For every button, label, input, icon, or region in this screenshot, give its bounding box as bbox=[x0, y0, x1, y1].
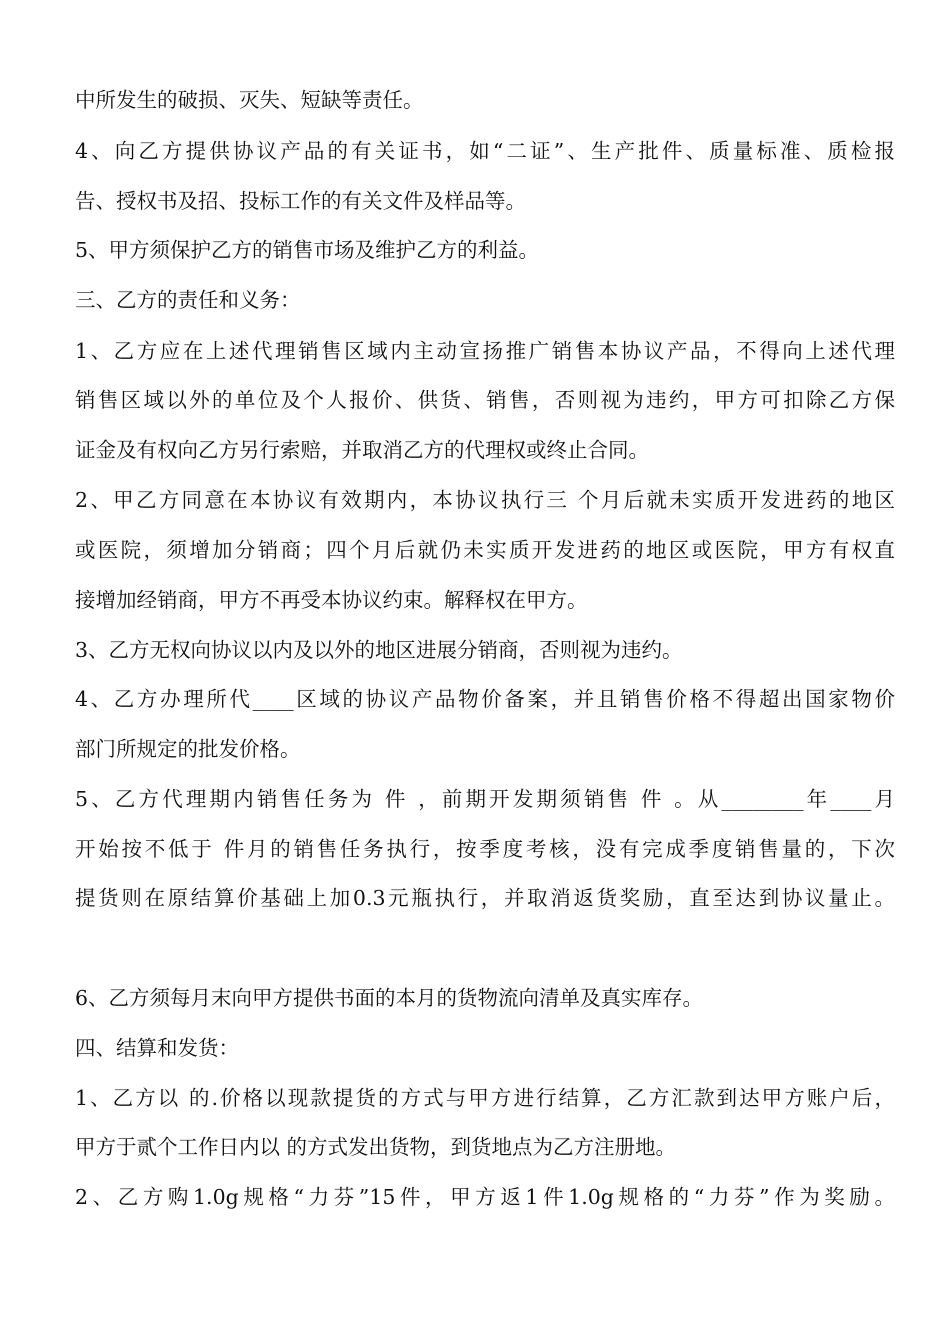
text-line: 开始按不低于 件月的销售任务执行，按季度考核，没有完成季度销售量的，下次 bbox=[75, 837, 895, 861]
text-line: 4、乙方办理所代____区域的协议产品物价备案，并且销售价格不得超出国家物价 bbox=[75, 687, 895, 711]
text-line: 2、甲乙方同意在本协议有效期内，本协议执行三 个月后就未实质开发进药的地区 bbox=[75, 488, 895, 512]
text-line: 部门所规定的批发价格。 bbox=[75, 737, 301, 761]
text-line: 提货则在原结算价基础上加0.3元瓶执行，并取消返货奖励，直至达到协议量止。 bbox=[75, 886, 895, 910]
text-line: 1、乙方以 的.价格以现款提货的方式与甲方进行结算，乙方汇款到达甲方账户后， bbox=[75, 1086, 895, 1110]
text-line: 或医院，须增加分销商；四个月后就仍未实质开发进药的地区或医院，甲方有权直 bbox=[75, 538, 895, 562]
text-line: 甲方于贰个工作日内以 的方式发出货物，到货地点为乙方注册地。 bbox=[75, 1135, 677, 1159]
text-line: 5、甲方须保护乙方的销售市场及维护乙方的利益。 bbox=[75, 238, 540, 262]
text-line: 中所发生的破损、灭失、短缺等责任。 bbox=[75, 88, 424, 112]
text-line: 告、授权书及招、投标工作的有关文件及样品等。 bbox=[75, 189, 526, 213]
text-line: 5、乙方代理期内销售任务为 件 ，前期开发期须销售 件 。从________年____月 bbox=[75, 787, 895, 811]
text-line: 接增加经销商，甲方不再受本协议约束。解释权在甲方。 bbox=[75, 588, 588, 612]
section-heading: 四、结算和发货： bbox=[75, 1036, 239, 1060]
text-line: 销售区域以外的单位及个人报价、供货、销售，否则视为违约，甲方可扣除乙方保 bbox=[75, 388, 895, 412]
section-heading: 三、乙方的责任和义务： bbox=[75, 288, 301, 312]
text-line: 2、乙方购1.0g规格“力芬”15件，甲方返1件1.0g规格的“力芬”作为奖励。 bbox=[75, 1185, 895, 1209]
text-line: 4、向乙方提供协议产品的有关证书，如“二证”、生产批件、质量标准、质检报 bbox=[75, 139, 895, 163]
text-line: 6、乙方须每月末向甲方提供书面的本月的货物流向清单及真实库存。 bbox=[75, 986, 704, 1010]
text-line: 3、乙方无权向协议以内及以外的地区进展分销商，否则视为违约。 bbox=[75, 638, 683, 662]
text-line: 1、乙方应在上述代理销售区域内主动宣扬推广销售本协议产品，不得向上述代理 bbox=[75, 339, 895, 363]
text-line: 证金及有权向乙方另行索赔，并取消乙方的代理权或终止合同。 bbox=[75, 438, 649, 462]
